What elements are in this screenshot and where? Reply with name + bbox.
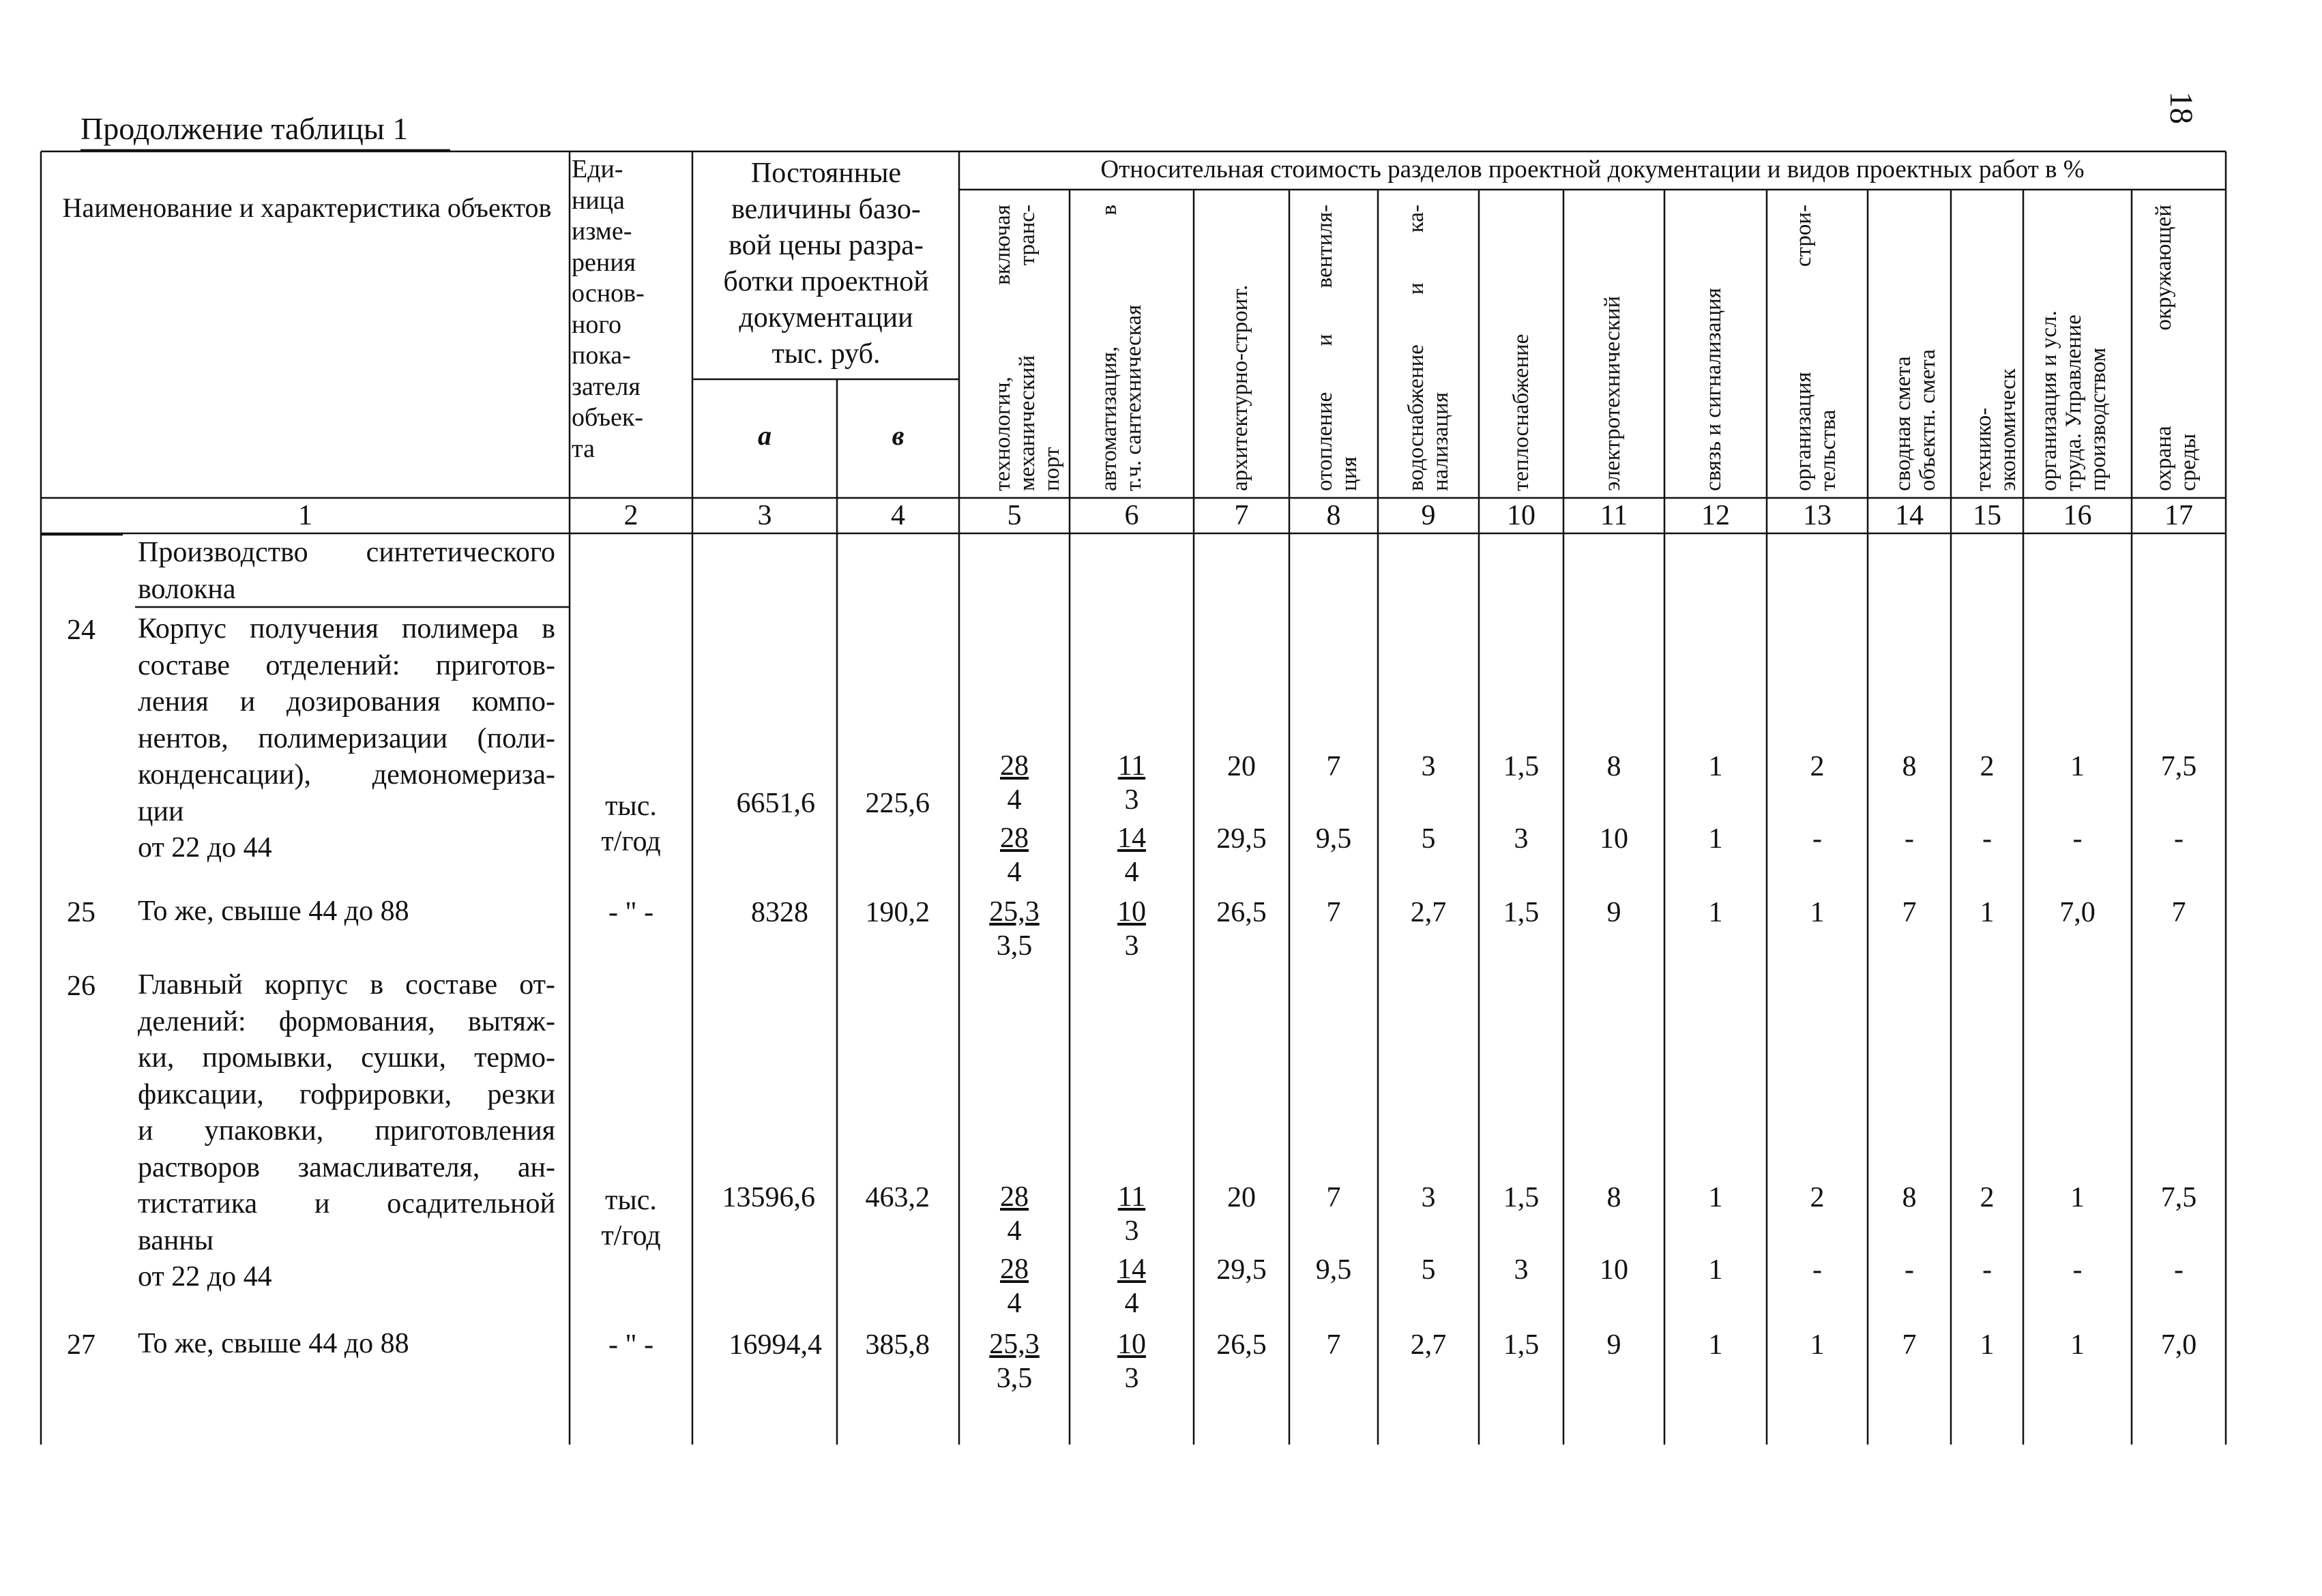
header-section-line: технико- xyxy=(1971,407,1996,491)
fraction-cell xyxy=(1070,1252,1194,1320)
row-description-line: фиксации, гофрировки, резки xyxy=(138,1078,555,1110)
header-col-a: а xyxy=(758,420,771,451)
header-base-price-line: документации xyxy=(739,302,913,334)
percent-cell: 1,5 xyxy=(1503,751,1540,782)
fraction-cell xyxy=(959,1252,1070,1320)
header-unit xyxy=(572,154,645,464)
header-section-line: организация строи- xyxy=(1791,205,1816,491)
percent-cell: - xyxy=(1812,823,1822,855)
fraction-denominator: 4 xyxy=(1007,1215,1022,1247)
fraction-denominator: 3 xyxy=(1124,1363,1139,1394)
col-number-10: 10 xyxy=(1507,500,1535,531)
percent-cell: 3 xyxy=(1421,1182,1436,1213)
group-title xyxy=(138,535,555,608)
row-description-line: ванны xyxy=(138,1224,214,1256)
col-number-15: 15 xyxy=(1973,500,2001,531)
fraction-denominator: 3 xyxy=(1124,930,1139,962)
header-base-price-line: вой цены разра- xyxy=(729,230,924,261)
header-section-line: связь и сигнализация xyxy=(1701,288,1726,491)
percent-cell: 10 xyxy=(1600,823,1628,855)
row-value-a: 13596,6 xyxy=(722,1182,815,1213)
row-value-b: 190,2 xyxy=(865,897,930,928)
col-number-5: 5 xyxy=(1007,500,1022,531)
row-description-line: тистатика и осадительной xyxy=(138,1188,555,1220)
percent-cell: 9 xyxy=(1606,1329,1621,1361)
percent-cell: 1 xyxy=(2070,751,2085,782)
percent-cell: - xyxy=(2072,1254,2083,1286)
row-number: 26 xyxy=(67,971,95,1002)
percent-cell: 7 xyxy=(2171,897,2186,928)
percent-cell: 29,5 xyxy=(1216,1254,1267,1286)
percent-cell: 1 xyxy=(1708,1329,1723,1361)
percent-cell: 1 xyxy=(1708,1182,1723,1213)
header-section-line: нализация xyxy=(1428,392,1453,491)
header-section-line: электротехнический xyxy=(1600,295,1625,491)
fraction-numerator: 11 xyxy=(1117,1181,1146,1213)
fraction-cell xyxy=(959,1180,1070,1248)
header-section-line: организация и усл. xyxy=(2037,310,2061,491)
row-description xyxy=(138,1326,555,1363)
percent-cell: 7,5 xyxy=(2160,1182,2197,1213)
row-description-line: Корпус получения полимера в xyxy=(138,613,555,645)
col-number-6: 6 xyxy=(1124,500,1139,531)
percent-cell: 9 xyxy=(1606,897,1621,928)
header-section-10 xyxy=(1509,205,1533,491)
header-section-line: экономическ xyxy=(1996,368,2020,491)
header-section-line: производством xyxy=(2086,347,2111,491)
percent-cell: 7,0 xyxy=(2160,1329,2197,1361)
fraction-denominator: 3 xyxy=(1124,1215,1139,1247)
header-unit-line: пока- xyxy=(572,341,631,370)
percent-cell: 1 xyxy=(1708,897,1723,928)
percent-cell: 5 xyxy=(1421,1254,1436,1286)
fraction-numerator: 10 xyxy=(1117,896,1146,928)
percent-cell: 29,5 xyxy=(1216,823,1267,855)
header-base-price-line: Постоянные xyxy=(750,158,902,189)
header-section-9 xyxy=(1404,205,1453,491)
fraction-cell xyxy=(1070,1327,1194,1395)
percent-cell: 7 xyxy=(1326,1182,1341,1213)
table-caption: Продолжение таблицы 1 xyxy=(80,111,409,146)
percent-cell: 1,5 xyxy=(1503,1182,1540,1213)
fraction-numerator: 28 xyxy=(1000,1181,1029,1213)
header-name-text: Наименование и характеристика объектов xyxy=(62,192,552,223)
percent-cell: 2 xyxy=(1980,751,1995,782)
row-value-b: 463,2 xyxy=(865,1182,930,1213)
header-relative-cost: Относительная стоимость разделов проектной документации и видов проектных работ в % xyxy=(1100,156,2085,183)
header-col-b: в xyxy=(892,420,905,451)
percent-cell: 1 xyxy=(1708,1254,1723,1286)
percent-cell: 1 xyxy=(1708,751,1723,782)
row-unit: - " - xyxy=(608,897,654,928)
col-number-13: 13 xyxy=(1803,500,1832,531)
percent-cell: 3 xyxy=(1514,1254,1529,1286)
header-section-14 xyxy=(1891,205,1940,491)
header-section-line: труда. Управление xyxy=(2061,314,2086,491)
header-section-line: т.ч. сантехническая xyxy=(1121,304,1146,491)
percent-cell: 1 xyxy=(2070,1329,2085,1361)
row-unit-line: т/год xyxy=(601,1220,661,1252)
fraction-denominator: 4 xyxy=(1124,1288,1139,1319)
row-value-b: 225,6 xyxy=(865,788,930,819)
header-base-price-line: величины базо- xyxy=(731,194,921,225)
percent-cell: 7 xyxy=(1902,1329,1917,1361)
row-description-line: конденсации), демономериза- xyxy=(138,759,555,790)
fraction-numerator: 14 xyxy=(1117,823,1146,854)
col-number-7: 7 xyxy=(1234,500,1249,531)
fraction-numerator: 25,3 xyxy=(989,896,1040,928)
percent-cell: 1 xyxy=(1980,897,1995,928)
row-description-line: ции xyxy=(138,795,184,827)
percent-cell: 1,5 xyxy=(1503,1329,1540,1361)
percent-cell: 1 xyxy=(1980,1329,1995,1361)
row-description-line: То же, свыше 44 до 88 xyxy=(138,896,409,927)
fraction-cell xyxy=(1070,895,1194,963)
row-description-line: ления и дозирования компо- xyxy=(138,686,555,718)
header-unit-line: изме- xyxy=(572,217,632,246)
percent-cell: 2 xyxy=(1810,751,1825,782)
row-value-a: 6651,6 xyxy=(736,788,815,819)
col-number-3: 3 xyxy=(757,500,772,531)
percent-cell: 7,5 xyxy=(2160,751,2197,782)
header-section-6 xyxy=(1097,205,1146,491)
header-section-line: механический транс- xyxy=(1015,205,1040,491)
row-value-b: 385,8 xyxy=(865,1329,930,1361)
row-range: от 22 до 44 xyxy=(138,832,272,863)
header-section-line: автоматизация, в xyxy=(1097,205,1121,491)
fraction-cell xyxy=(959,749,1070,817)
fraction-numerator: 28 xyxy=(1000,1254,1029,1285)
col-number-14: 14 xyxy=(1895,500,1924,531)
header-section-line: архитектурно-строит. xyxy=(1228,284,1252,491)
fraction-numerator: 28 xyxy=(1000,750,1029,782)
header-section-line: технологич, включая xyxy=(990,205,1015,491)
header-section-line: объектн. смета xyxy=(1915,349,1940,491)
header-unit-line: Еди- xyxy=(572,155,623,183)
percent-cell: - xyxy=(2174,823,2184,855)
header-unit-line: ного xyxy=(572,310,621,339)
percent-cell: 1 xyxy=(1708,823,1723,855)
group-title-line: волокна xyxy=(138,573,236,605)
fraction-denominator: 4 xyxy=(1007,857,1022,888)
percent-cell: 7 xyxy=(1326,897,1341,928)
row-unit xyxy=(570,788,692,859)
fraction-numerator: 10 xyxy=(1117,1329,1146,1360)
row-unit: - " - xyxy=(608,1329,654,1361)
col-number-4: 4 xyxy=(891,500,905,531)
col-number-2: 2 xyxy=(623,500,638,531)
percent-cell: - xyxy=(2072,823,2083,855)
percent-cell: 10 xyxy=(1600,1254,1628,1286)
col-number-16: 16 xyxy=(2063,500,2092,531)
percent-cell: 20 xyxy=(1227,1182,1256,1213)
header-section-line: теплоснабжение xyxy=(1509,334,1533,491)
fraction-numerator: 28 xyxy=(1000,823,1029,854)
header-unit-line: объек- xyxy=(572,403,644,432)
header-name-characteristics xyxy=(61,192,553,224)
percent-cell: 3 xyxy=(1514,823,1529,855)
row-number: 24 xyxy=(67,615,95,646)
header-base-price-line: ботки проектной xyxy=(723,266,929,297)
header-unit-line: рения xyxy=(572,248,636,277)
fraction-denominator: 3,5 xyxy=(996,1363,1033,1394)
row-number: 27 xyxy=(67,1329,95,1361)
col-number-11: 11 xyxy=(1600,500,1628,531)
fraction-cell xyxy=(959,895,1070,963)
header-unit-line: ница xyxy=(572,186,625,215)
row-number: 25 xyxy=(67,897,95,928)
row-unit-line: тыс. xyxy=(605,790,657,822)
percent-cell: - xyxy=(1982,823,1992,855)
header-base-price xyxy=(694,156,958,372)
row-description-line: нентов, полимеризации (поли- xyxy=(138,722,555,754)
percent-cell: 2 xyxy=(1980,1182,1995,1213)
col-number-8: 8 xyxy=(1326,500,1341,531)
percent-cell: 1 xyxy=(1810,897,1825,928)
percent-cell: 1,5 xyxy=(1503,897,1540,928)
header-section-8 xyxy=(1312,205,1362,491)
header-section-12 xyxy=(1701,205,1726,491)
header-section-line: ция xyxy=(1337,456,1362,491)
percent-cell: 2,7 xyxy=(1410,897,1447,928)
row-description-line: и упаковки, приготовления xyxy=(138,1115,555,1147)
header-section-16 xyxy=(2037,205,2111,491)
header-section-17 xyxy=(2151,205,2201,491)
row-unit-line: тыс. xyxy=(605,1185,657,1216)
fraction-denominator: 3 xyxy=(1124,784,1139,816)
percent-cell: 7,0 xyxy=(2059,897,2096,928)
header-section-line: порт xyxy=(1040,447,1064,491)
header-unit-line: зателя xyxy=(572,372,641,401)
header-section-15 xyxy=(1971,205,2020,491)
header-section-line: охрана окружающей xyxy=(2151,205,2176,491)
percent-cell: 9,5 xyxy=(1315,823,1352,855)
percent-cell: 7 xyxy=(1902,897,1917,928)
percent-cell: - xyxy=(1905,823,1914,855)
percent-cell: - xyxy=(1812,1254,1822,1286)
header-section-13 xyxy=(1791,205,1840,491)
page-number: 18 xyxy=(2163,91,2200,124)
header-section-line: сводная смета xyxy=(1891,356,1915,491)
row-value-a: 8328 xyxy=(751,897,808,928)
fraction-numerator: 25,3 xyxy=(989,1329,1040,1360)
col-number-12: 12 xyxy=(1701,500,1730,531)
header-section-line: среды xyxy=(2176,433,2201,491)
row-description-line: растворов замасливателя, ан- xyxy=(138,1151,555,1183)
header-base-price-line: тыс. руб. xyxy=(771,338,881,370)
row-unit-line: т/год xyxy=(601,826,661,857)
fraction-denominator: 4 xyxy=(1007,784,1022,816)
header-section-11 xyxy=(1600,205,1625,491)
fraction-denominator: 3,5 xyxy=(996,930,1033,962)
header-unit-line: основ- xyxy=(572,279,645,308)
row-description-line: составе отделений: приготов- xyxy=(138,649,555,681)
row-range: от 22 до 44 xyxy=(138,1261,272,1292)
row-description xyxy=(138,893,555,930)
group-title-line: Производство синтетического xyxy=(138,537,555,568)
fraction-cell xyxy=(1070,749,1194,817)
percent-cell: 7 xyxy=(1326,1329,1341,1361)
fraction-denominator: 4 xyxy=(1124,857,1139,888)
row-description-line: То же, свыше 44 до 88 xyxy=(138,1328,409,1359)
percent-cell: 7 xyxy=(1326,751,1341,782)
header-section-line: тельства xyxy=(1816,409,1840,491)
percent-cell: 3 xyxy=(1421,751,1436,782)
row-value-a: 16994,4 xyxy=(729,1329,822,1361)
percent-cell: - xyxy=(2174,1254,2184,1286)
percent-cell: - xyxy=(1982,1254,1992,1286)
header-section-5 xyxy=(990,205,1064,491)
percent-cell: 8 xyxy=(1902,1182,1917,1213)
percent-cell: 2 xyxy=(1810,1182,1825,1213)
percent-cell: - xyxy=(1905,1254,1914,1286)
percent-cell: 5 xyxy=(1421,823,1436,855)
fraction-cell xyxy=(1070,821,1194,889)
fraction-cell xyxy=(1070,1180,1194,1248)
fraction-numerator: 11 xyxy=(1117,750,1146,782)
percent-cell: 9,5 xyxy=(1315,1254,1352,1286)
percent-cell: 8 xyxy=(1606,751,1621,782)
row-unit xyxy=(570,1183,692,1254)
header-section-line: отопление и вентиля- xyxy=(1312,205,1337,491)
header-unit-line: та xyxy=(572,434,595,463)
header-section-line: водоснабжение и ка- xyxy=(1404,205,1428,491)
row-description-line: делений: формования, вытяж- xyxy=(138,1005,555,1037)
col-number-1: 1 xyxy=(298,500,312,531)
row-description-line: Главный корпус в составе от- xyxy=(138,969,555,1001)
percent-cell: 1 xyxy=(1810,1329,1825,1361)
percent-cell: 1 xyxy=(2070,1182,2085,1213)
header-section-7 xyxy=(1228,205,1252,491)
percent-cell: 8 xyxy=(1606,1182,1621,1213)
fraction-numerator: 14 xyxy=(1117,1254,1146,1285)
row-description xyxy=(138,967,555,1296)
fraction-cell xyxy=(959,821,1070,889)
percent-cell: 26,5 xyxy=(1216,1329,1267,1361)
row-description-line: ки, промывки, сушки, термо- xyxy=(138,1042,555,1074)
fraction-cell xyxy=(959,1327,1070,1395)
percent-cell: 2,7 xyxy=(1410,1329,1447,1361)
col-number-17: 17 xyxy=(2164,500,2193,531)
percent-cell: 26,5 xyxy=(1216,897,1267,928)
col-number-9: 9 xyxy=(1421,500,1436,531)
fraction-denominator: 4 xyxy=(1007,1288,1022,1319)
percent-cell: 20 xyxy=(1227,751,1256,782)
percent-cell: 8 xyxy=(1902,751,1917,782)
row-description xyxy=(138,611,555,867)
